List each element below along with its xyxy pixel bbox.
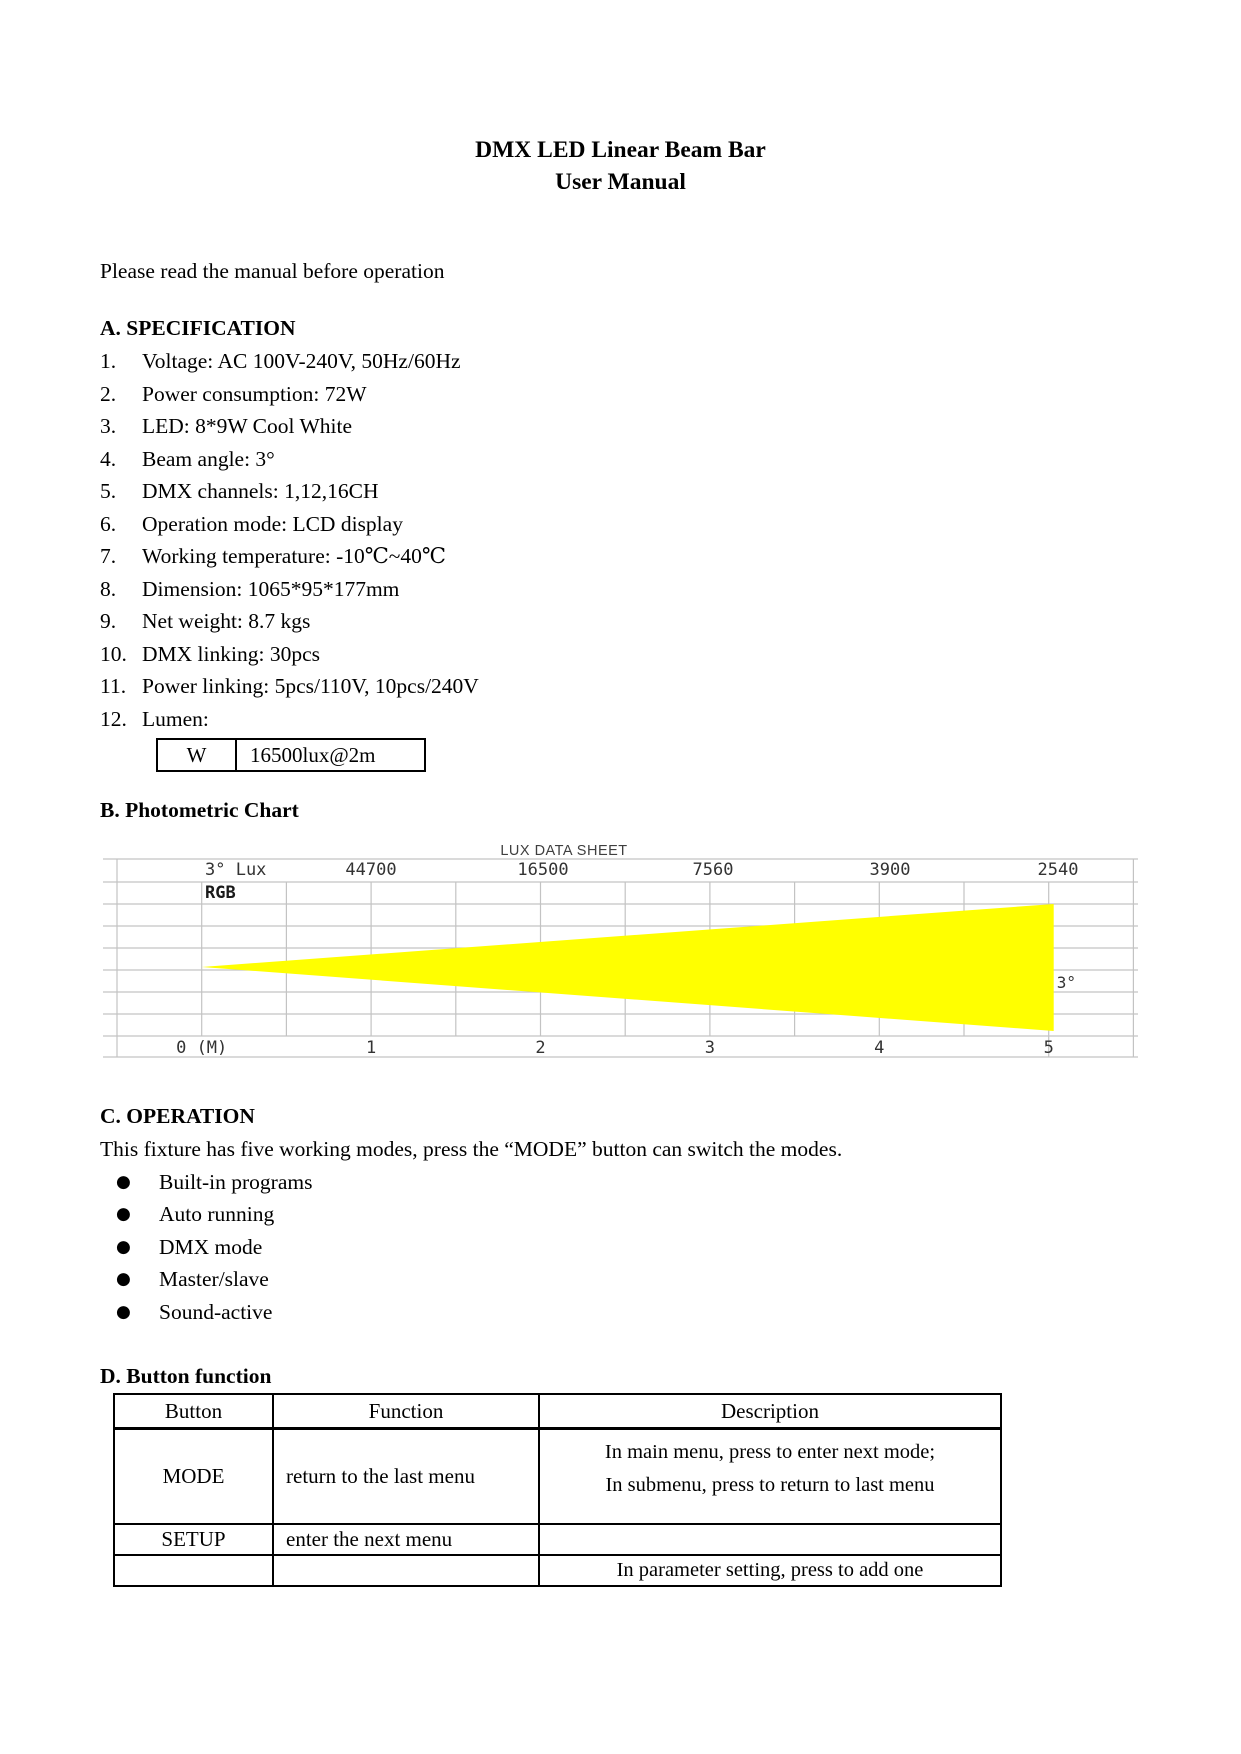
- mode-label: DMX mode: [159, 1234, 263, 1259]
- spec-item: [100, 410, 1141, 443]
- spec-item-number: 6.: [100, 511, 117, 536]
- spec-item-text: Operation mode: LCD display: [142, 511, 403, 536]
- function-cell: [273, 1555, 539, 1586]
- mode-list-item: [100, 1231, 1141, 1263]
- spec-item-number: 4.: [100, 446, 117, 471]
- bullet-icon: ●: [116, 1269, 131, 1290]
- lumen-value-cell: 16500lux@2m: [236, 739, 425, 771]
- specification-list: [100, 345, 1141, 735]
- mode-label: Auto running: [159, 1202, 275, 1227]
- spec-item-text: Dimension: 1065*95*177mm: [142, 576, 400, 601]
- mode-label: Master/slave: [159, 1267, 269, 1292]
- table-row: [114, 1429, 1001, 1524]
- spec-item-text: Working temperature: -10℃~40℃: [142, 544, 446, 568]
- bullet-icon: ●: [116, 1301, 131, 1322]
- lumen-label-cell: W: [157, 739, 236, 771]
- svg-text:7560: 7560: [692, 860, 734, 880]
- spec-item-number: 9.: [100, 609, 117, 633]
- table-header-row: [114, 1394, 1001, 1429]
- spec-item: [100, 638, 1141, 671]
- table-row: [114, 1524, 1001, 1555]
- button-cell: MODE: [114, 1429, 273, 1524]
- spec-item-number: 12.: [100, 706, 127, 731]
- svg-text:LUX DATA SHEET: LUX DATA SHEET: [500, 844, 628, 859]
- svg-text:4: 4: [874, 1038, 885, 1058]
- title-block: [100, 0, 1141, 198]
- operation-intro: This fixture has five working modes, press the “MODE” button can switch the modes.: [100, 1137, 843, 1161]
- spec-item-number: 3.: [100, 414, 117, 438]
- mode-list-item: [100, 1166, 1141, 1198]
- spec-item-text: Power linking: 5pcs/110V, 10pcs/240V: [142, 674, 479, 698]
- intro-text: Please read the manual before operation: [100, 259, 445, 283]
- spec-item-number: 2.: [100, 381, 117, 406]
- spec-item: [100, 703, 1141, 736]
- function-cell: return to the last menu: [273, 1429, 539, 1524]
- svg-text:3°: 3°: [1056, 973, 1076, 992]
- button-cell: [114, 1555, 273, 1586]
- button-function-table: [113, 1393, 1002, 1587]
- spec-item: [100, 475, 1141, 508]
- button-cell: SETUP: [114, 1524, 273, 1555]
- bullet-icon: ●: [116, 1204, 131, 1225]
- svg-text:16500: 16500: [517, 860, 569, 880]
- header-cell-description: Description: [539, 1394, 1001, 1429]
- section-heading-specification: A. SPECIFICATION: [100, 316, 296, 340]
- mode-list-item: [100, 1198, 1141, 1230]
- spec-item-text: Net weight: 8.7 kgs: [142, 609, 311, 633]
- description-cell: [539, 1524, 1001, 1555]
- spec-item-number: 11.: [100, 674, 127, 698]
- svg-text:0 (M): 0 (M): [176, 1038, 228, 1058]
- spec-item: [100, 605, 1141, 638]
- description-cell: [539, 1429, 1001, 1524]
- spec-item-text: LED: 8*9W Cool White: [142, 414, 353, 438]
- lumen-table: [156, 738, 426, 772]
- spec-item-text: Beam angle: 3°: [142, 446, 275, 471]
- header-cell-button: Button: [114, 1394, 273, 1429]
- spec-item-number: 7.: [100, 544, 117, 568]
- svg-text:3: 3: [704, 1038, 716, 1058]
- section-heading-photometric: B. Photometric Chart: [100, 798, 299, 822]
- svg-text:2540: 2540: [1037, 860, 1079, 880]
- spec-item-number: 5.: [100, 479, 117, 503]
- spec-item: [100, 378, 1141, 411]
- spec-item-text: Voltage: AC 100V-240V, 50Hz/60Hz: [142, 349, 461, 373]
- description-cell: In parameter setting, press to add one: [539, 1555, 1001, 1586]
- spec-item: [100, 508, 1141, 541]
- bullet-icon: ●: [116, 1172, 131, 1192]
- svg-text:3900: 3900: [869, 860, 911, 880]
- spec-item-text: Power consumption: 72W: [142, 381, 367, 406]
- spec-item-number: 10.: [100, 641, 127, 666]
- page-subtitle: User Manual: [555, 169, 686, 195]
- svg-text:3° Lux: 3° Lux: [205, 860, 267, 880]
- description-line: In submenu, press to return to last menu: [605, 1474, 935, 1497]
- svg-text:5: 5: [1043, 1038, 1054, 1058]
- function-cell: enter the next menu: [273, 1524, 539, 1555]
- spec-item-text: DMX linking: 30pcs: [142, 641, 320, 666]
- spec-item-number: 1.: [100, 349, 117, 373]
- mode-label: Sound-active: [159, 1299, 273, 1324]
- mode-list: [100, 1166, 1141, 1328]
- spec-item: [100, 573, 1141, 606]
- spec-item-text: Lumen:: [142, 706, 209, 731]
- spec-item-number: 8.: [100, 576, 117, 601]
- svg-text:RGB: RGB: [205, 883, 236, 903]
- description-line: In main menu, press to enter next mode;: [604, 1441, 936, 1464]
- mode-list-item: [100, 1263, 1141, 1295]
- header-cell-function: Function: [273, 1394, 539, 1429]
- svg-text:44700: 44700: [345, 860, 397, 880]
- spec-item-text: DMX channels: 1,12,16CH: [142, 479, 379, 503]
- section-heading-button-function: D. Button function: [100, 1364, 272, 1389]
- spec-item: [100, 345, 1141, 378]
- page-title: DMX LED Linear Beam Bar: [475, 137, 766, 163]
- spec-item: [100, 670, 1141, 703]
- spec-item: [100, 443, 1141, 476]
- spec-item: [100, 540, 1141, 573]
- photometric-chart: [103, 844, 1138, 1059]
- svg-text:2: 2: [535, 1038, 546, 1058]
- section-heading-operation: C. OPERATION: [100, 1104, 255, 1128]
- table-row: [114, 1555, 1001, 1586]
- svg-text:1: 1: [365, 1038, 377, 1058]
- mode-list-item: [100, 1296, 1141, 1328]
- mode-label: Built-in programs: [159, 1170, 313, 1194]
- bullet-icon: ●: [116, 1236, 131, 1257]
- photometric-chart-container: [103, 844, 1138, 1064]
